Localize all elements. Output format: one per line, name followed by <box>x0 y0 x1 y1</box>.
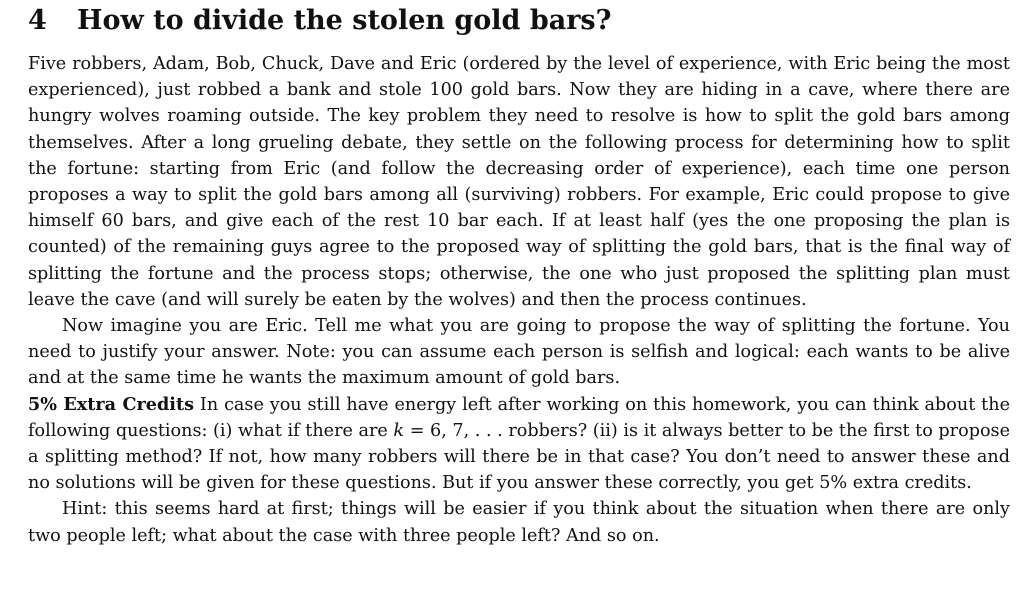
section-title: How to divide the stolen gold bars? <box>77 5 612 36</box>
extra-credit-text-2: = 6, 7, . . . robbers? (ii) is it always better to be the first to propose a splitting method? If not, how many robbers will there be in that case? You don’t need to answer these and no solutions will be given for these questions. But if you answer these correctly, you get 5% extra credits. <box>28 420 1010 494</box>
task-paragraph: Now imagine you are Eric. Tell me what you are going to propose the way of splitting the fortune. You need to justify your answer. Note: you can assume each person is selfish and logical: each wants to be alive and at the same time he wants the maximum amount of gold bars. <box>28 316 1010 389</box>
hint-paragraph: Hint: this seems hard at first; things will be easier if you think about the situation when there are only two people left; what about the case with three people left? And so on. <box>28 499 1010 546</box>
section-number: 4 <box>28 5 47 36</box>
extra-credit-text-1: In case you still have energy left after working on this homework, you can think about the following questions: (i) what if there are <box>28 394 1010 441</box>
problem-page <box>28 0 1010 549</box>
intro-paragraph: Five robbers, Adam, Bob, Chuck, Dave and Eric (ordered by the level of experience, with Eric being the most experienced), just robbed a bank and stole 100 gold bars. Now they are hiding in a cave, where there are hungry wolves roaming outside. The key problem they need to resolve is how to split the gold bars among themselves. After a long grueling debate, they settle on the following process for determining how to split the fortune: starting from Eric (and follow the decreasing order of experience), each time one person proposes a way to split the gold bars among all (surviving) robbers. For example, Eric could propose to give himself 60 bars, and give each of the rest 10 bar each. If at least half (yes the one proposing the plan is counted) of the remaining guys agree to the proposed way of splitting the gold bars, that is the final way of splitting the fortune and the process stops; otherwise, the one who just proposed the splitting plan must leave the cave (and will surely be eaten by the wolves) and then the process continues. <box>28 54 1010 310</box>
extra-credit-label: 5% Extra Credits <box>28 393 194 415</box>
extra-credit-paragraph <box>28 392 1010 497</box>
math-variable-k: k <box>393 420 405 441</box>
section-heading <box>28 0 1010 40</box>
